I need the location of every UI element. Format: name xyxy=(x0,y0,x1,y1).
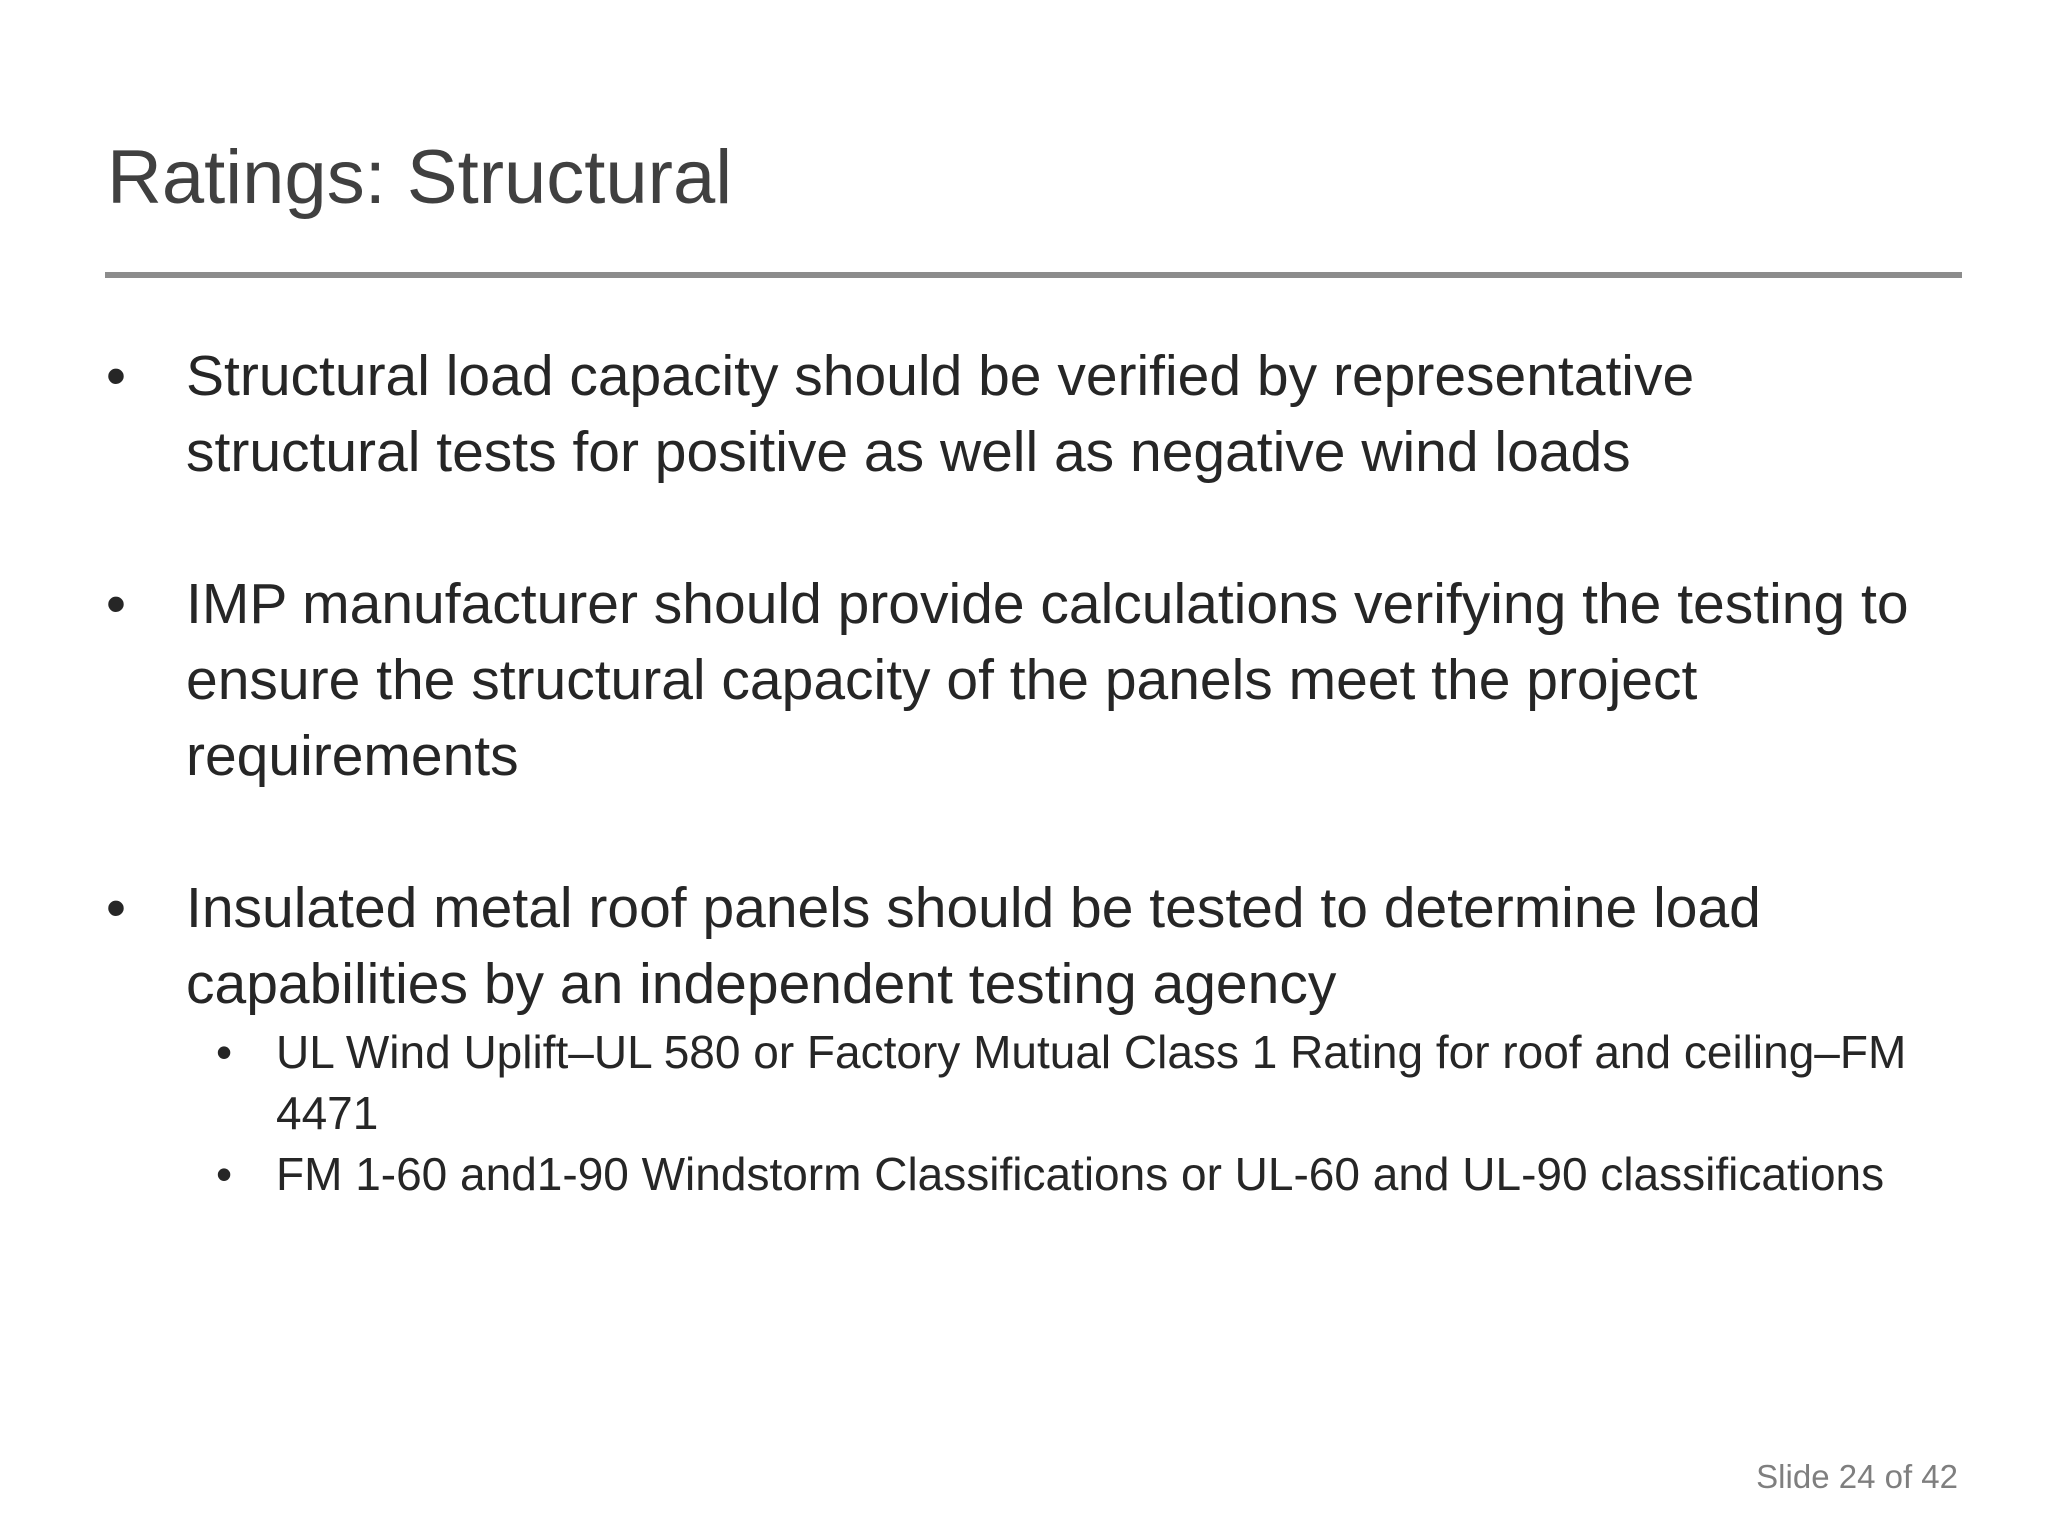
bullet-text: IMP manufacturer should provide calculations verifying the testing to ensure the structural capacity of the panels meet the project requirements xyxy=(186,572,1909,788)
sub-bullet-text: UL Wind Uplift–UL 580 or Factory Mutual Class 1 Rating for roof and ceiling–FM 4471 xyxy=(276,1026,1907,1139)
sub-bullet-list xyxy=(186,1022,1926,1205)
sub-bullet-marker: • xyxy=(216,1148,233,1200)
bullet-marker: • xyxy=(106,344,126,408)
bullet-item-imp-manufacturer xyxy=(106,566,1926,794)
sub-bullet-marker: • xyxy=(216,1026,233,1078)
slide-title: Ratings: Structural xyxy=(107,135,733,220)
sub-bullet-text: FM 1-60 and1-90 Windstorm Classifications or UL-60 and UL-90 classifications xyxy=(276,1148,1885,1200)
bullet-list xyxy=(106,338,1926,1205)
sub-bullet-item-ul-wind-uplift xyxy=(186,1022,1926,1144)
sub-bullet-item-windstorm-classifications xyxy=(186,1144,1926,1205)
title-divider xyxy=(105,272,1962,278)
bullet-item-insulated-roof-panels xyxy=(106,870,1926,1205)
bullet-text: Insulated metal roof panels should be tested to determine load capabilities by an independent testing agency xyxy=(186,876,1761,1016)
slide-number: Slide 24 of 42 xyxy=(1756,1458,1958,1495)
bullet-marker: • xyxy=(106,876,126,940)
bullet-marker: • xyxy=(106,572,126,636)
bullet-item-structural-load xyxy=(106,338,1926,490)
bullet-text: Structural load capacity should be verified by representative structural tests for positive as well as negative wind loads xyxy=(186,344,1695,484)
